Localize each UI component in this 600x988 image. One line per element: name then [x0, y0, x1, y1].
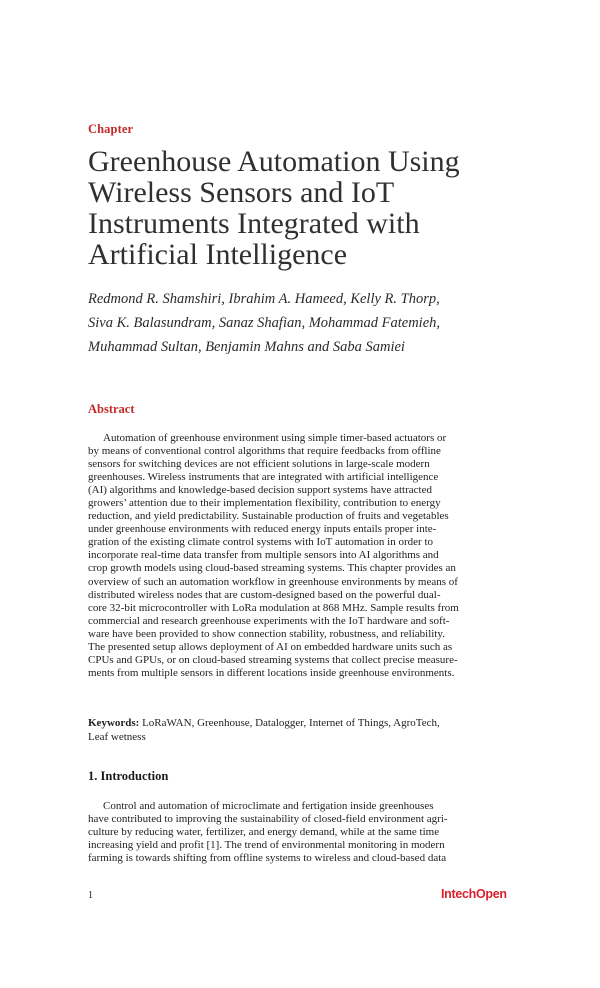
abstract-line: The presented setup allows deployment of AI on embedded hardware units such as: [88, 640, 453, 653]
keywords-label: Keywords:: [88, 717, 140, 729]
intro-line: culture by reducing water, fertilizer, and energy demand, while at the same time: [88, 826, 440, 839]
introduction-heading: 1. Introduction: [88, 769, 169, 783]
author-line: Muhammad Sultan, Benjamin Mahns and Saba Samiei: [88, 339, 405, 355]
abstract-line: distributed wireless nodes that are custom-designed based on the powerful dual-: [88, 588, 441, 601]
abstract-line: by means of conventional control algorithms that require feedbacks from offline: [88, 445, 441, 458]
publisher-logo: IntechOpen: [441, 887, 507, 901]
keywords-line: [88, 717, 512, 731]
title-line: Greenhouse Automation Using: [88, 145, 460, 178]
abstract-body: [88, 432, 512, 680]
abstract-line: commercial and research greenhouse experiments with the IoT hardware and soft-: [88, 614, 450, 627]
abstract-line: (AI) algorithms and knowledge-based decision support systems have attracted: [88, 484, 432, 497]
abstract-line: sensors for switching devices are not efficient solutions in large-scale modern: [88, 458, 430, 471]
author-line: Siva K. Balasundram, Sanaz Shafian, Mohammad Fatemieh,: [88, 315, 441, 331]
abstract-line: reduction, and yield predictability. Sustainable production of fruits and vegetables: [88, 510, 449, 523]
abstract-line: greenhouses. Wireless instruments that are integrated with artificial intelligence: [88, 471, 439, 484]
chapter-label: Chapter: [88, 122, 134, 136]
abstract-line: overview of such an automation workflow in greenhouse environments by means of: [88, 575, 458, 588]
intro-line: have contributed to improving the sustainability of closed-field environment agri-: [88, 813, 448, 826]
abstract-line: growers’ attention due to their implementation flexibility, contribution to energy: [88, 497, 441, 510]
abstract-line: CPUs and GPUs, or on cloud-based streaming systems that collect precise measure-: [88, 653, 458, 666]
author-list: [88, 287, 528, 359]
abstract-line: core 32-bit microcontroller with LoRa modulation at 868 MHz. Sample results from: [88, 601, 459, 614]
intro-line: increasing yield and profit [1]. The trend of environmental monitoring in modern: [88, 839, 445, 852]
keywords-text: LoRaWAN, Greenhouse, Datalogger, Internet of Things, AgroTech,: [139, 717, 440, 729]
keywords-line: Leaf wetness: [88, 730, 146, 743]
keywords: [88, 717, 512, 744]
title-line: Wireless Sensors and IoT: [88, 176, 395, 209]
abstract-line: Automation of greenhouse environment using simple timer-based actuators or: [103, 432, 447, 444]
intro-line: farming is towards shifting from offline systems to wireless and cloud-based data: [88, 852, 447, 865]
title-line: Instruments Integrated with: [88, 207, 420, 240]
page-number: 1: [88, 890, 93, 901]
chapter-title: [88, 146, 528, 270]
introduction-body: [88, 800, 512, 865]
title-line: Artificial Intelligence: [88, 238, 348, 271]
abstract-line: ware have been provided to show connection stability, robustness, and reliability.: [88, 627, 445, 640]
abstract-heading: Abstract: [88, 402, 135, 416]
abstract-line: gration of the existing climate control systems with IoT automation in order to: [88, 536, 434, 549]
author-line: Redmond R. Shamshiri, Ibrahim A. Hameed, Kelly R. Thorp,: [88, 291, 440, 307]
abstract-line: ments from multiple sensors in different locations inside greenhouse environments.: [88, 666, 455, 679]
abstract-line: under greenhouse environments with reduced energy inputs entails proper inte-: [88, 523, 437, 536]
abstract-line: incorporate real-time data transfer from multiple sensors into AI algorithms and: [88, 549, 439, 562]
abstract-line: crop growth models using cloud-based streaming systems. This chapter provides an: [88, 562, 456, 575]
intro-line: Control and automation of microclimate and fertigation inside greenhouses: [103, 800, 434, 812]
